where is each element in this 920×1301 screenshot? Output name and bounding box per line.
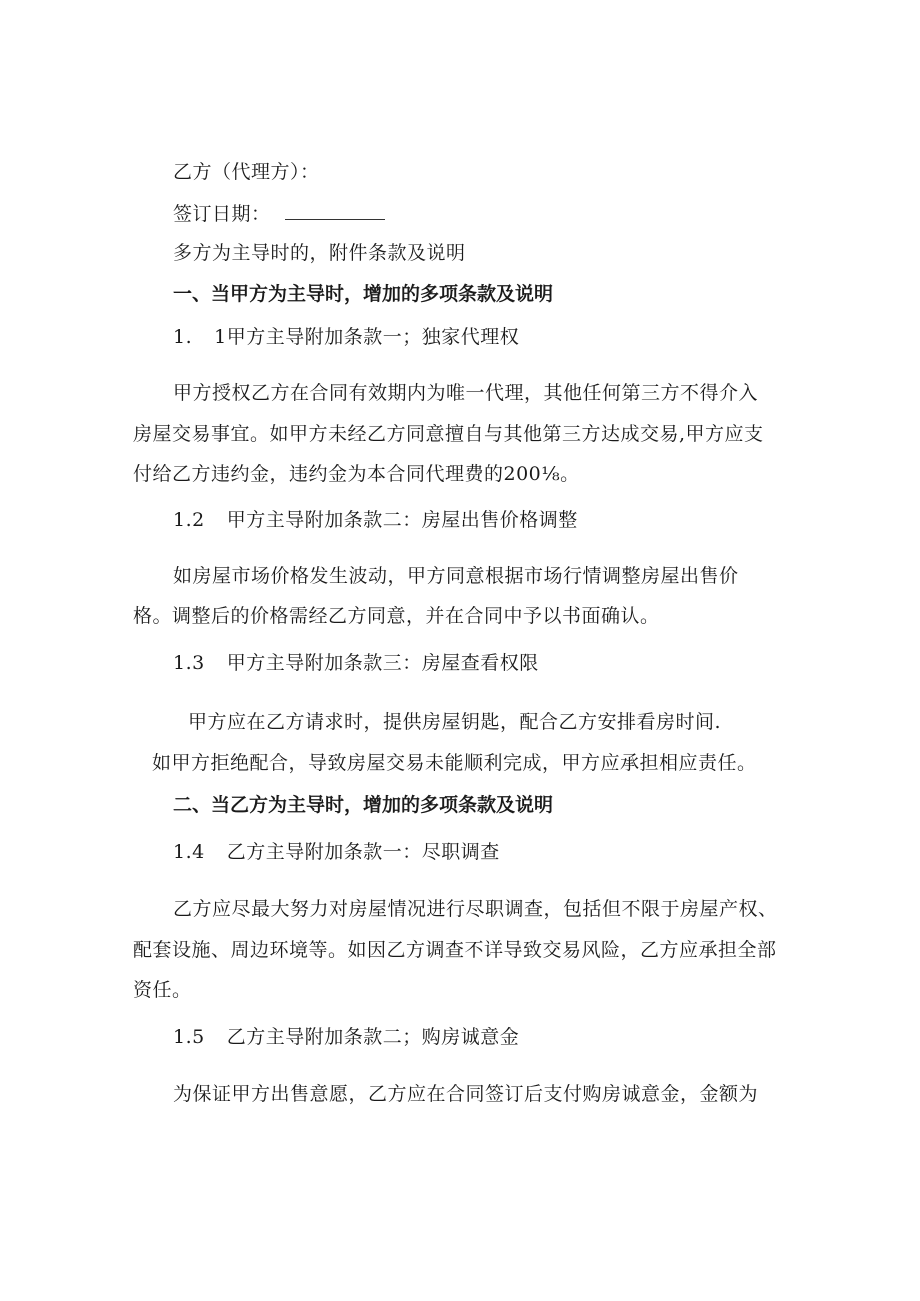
clause-1-2-body-line: 格。调整后的价格需经乙方同意，并在合同中予以书面确认。: [133, 605, 660, 627]
clause-title: 甲方主导附加条款三：房屋查看权限: [226, 652, 539, 674]
clause-1-3-title-row: [173, 651, 539, 675]
party-b-label: 乙方（代理方）：: [173, 161, 320, 183]
clause-1-3-body-line: 如甲方拒绝配合，导致房屋交易未能顺利完成，甲方应承担相应责任。: [152, 752, 757, 774]
clause-1-2-body-line: 如房屋市场价格发生波动，甲方同意根据市场行情调整房屋出售价: [173, 565, 739, 587]
intro-text: 多方为主导时的，附件条款及说明: [173, 242, 466, 264]
clause-1-1-body-line: 付给乙方违约金，违约金为本合同代理费的200⅛。: [133, 463, 580, 485]
clause-1-2-title-row: [173, 508, 578, 532]
clause-1-1-title-row: [173, 325, 519, 349]
sign-date-row: [173, 201, 385, 226]
clause-1-4-title-row: [173, 840, 500, 864]
clause-1-5-body-line: 为保证甲方出售意愿，乙方应在合同签订后支付购房诚意金，金额为: [173, 1083, 759, 1105]
clause-number: 1.3: [173, 652, 205, 674]
clause-title: 甲方主导附加条款二：房屋出售价格调整: [226, 509, 578, 531]
section-1-heading: 一、当甲方为主导时，增加的多项条款及说明: [173, 283, 554, 305]
clause-number: 1.4: [173, 841, 205, 863]
clause-number: 1.2: [173, 509, 205, 531]
clause-title: 1甲方主导附加条款一；独家代理权: [214, 326, 520, 348]
clause-1-3-body-line: 甲方应在乙方请求时，提供房屋钥匙，配合乙方安排看房时间.: [188, 711, 722, 733]
clause-1-4-body-line: 资任。: [133, 979, 192, 1001]
sign-date-label: 签订日期：: [173, 203, 271, 225]
clause-title: 乙方主导附加条款二；购房诚意金: [226, 1026, 520, 1048]
clause-1-5-title-row: [173, 1025, 519, 1049]
section-2-heading: 二、当乙方为主导时，增加的多项条款及说明: [173, 794, 554, 816]
clause-number: 1.: [173, 326, 193, 348]
clause-1-1-body-line: 甲方授权乙方在合同有效期内为唯一代理，其他任何第三方不得介入: [173, 382, 759, 404]
clause-title: 乙方主导附加条款一：尽职调查: [226, 841, 500, 863]
clause-1-4-body-line: 乙方应尽最大努力对房屋情况进行尽职调查，包括但不限于房屋产权、: [173, 898, 778, 920]
clause-1-4-body-line: 配套设施、周边环境等。如因乙方调查不详导致交易风险，乙方应承担全部: [133, 939, 777, 961]
sign-date-blank: [285, 201, 385, 220]
clause-1-1-body-line: 房屋交易事宜。如甲方未经乙方同意擅自与其他第三方达成交易,甲方应支: [133, 423, 764, 445]
clause-number: 1.5: [173, 1026, 205, 1048]
